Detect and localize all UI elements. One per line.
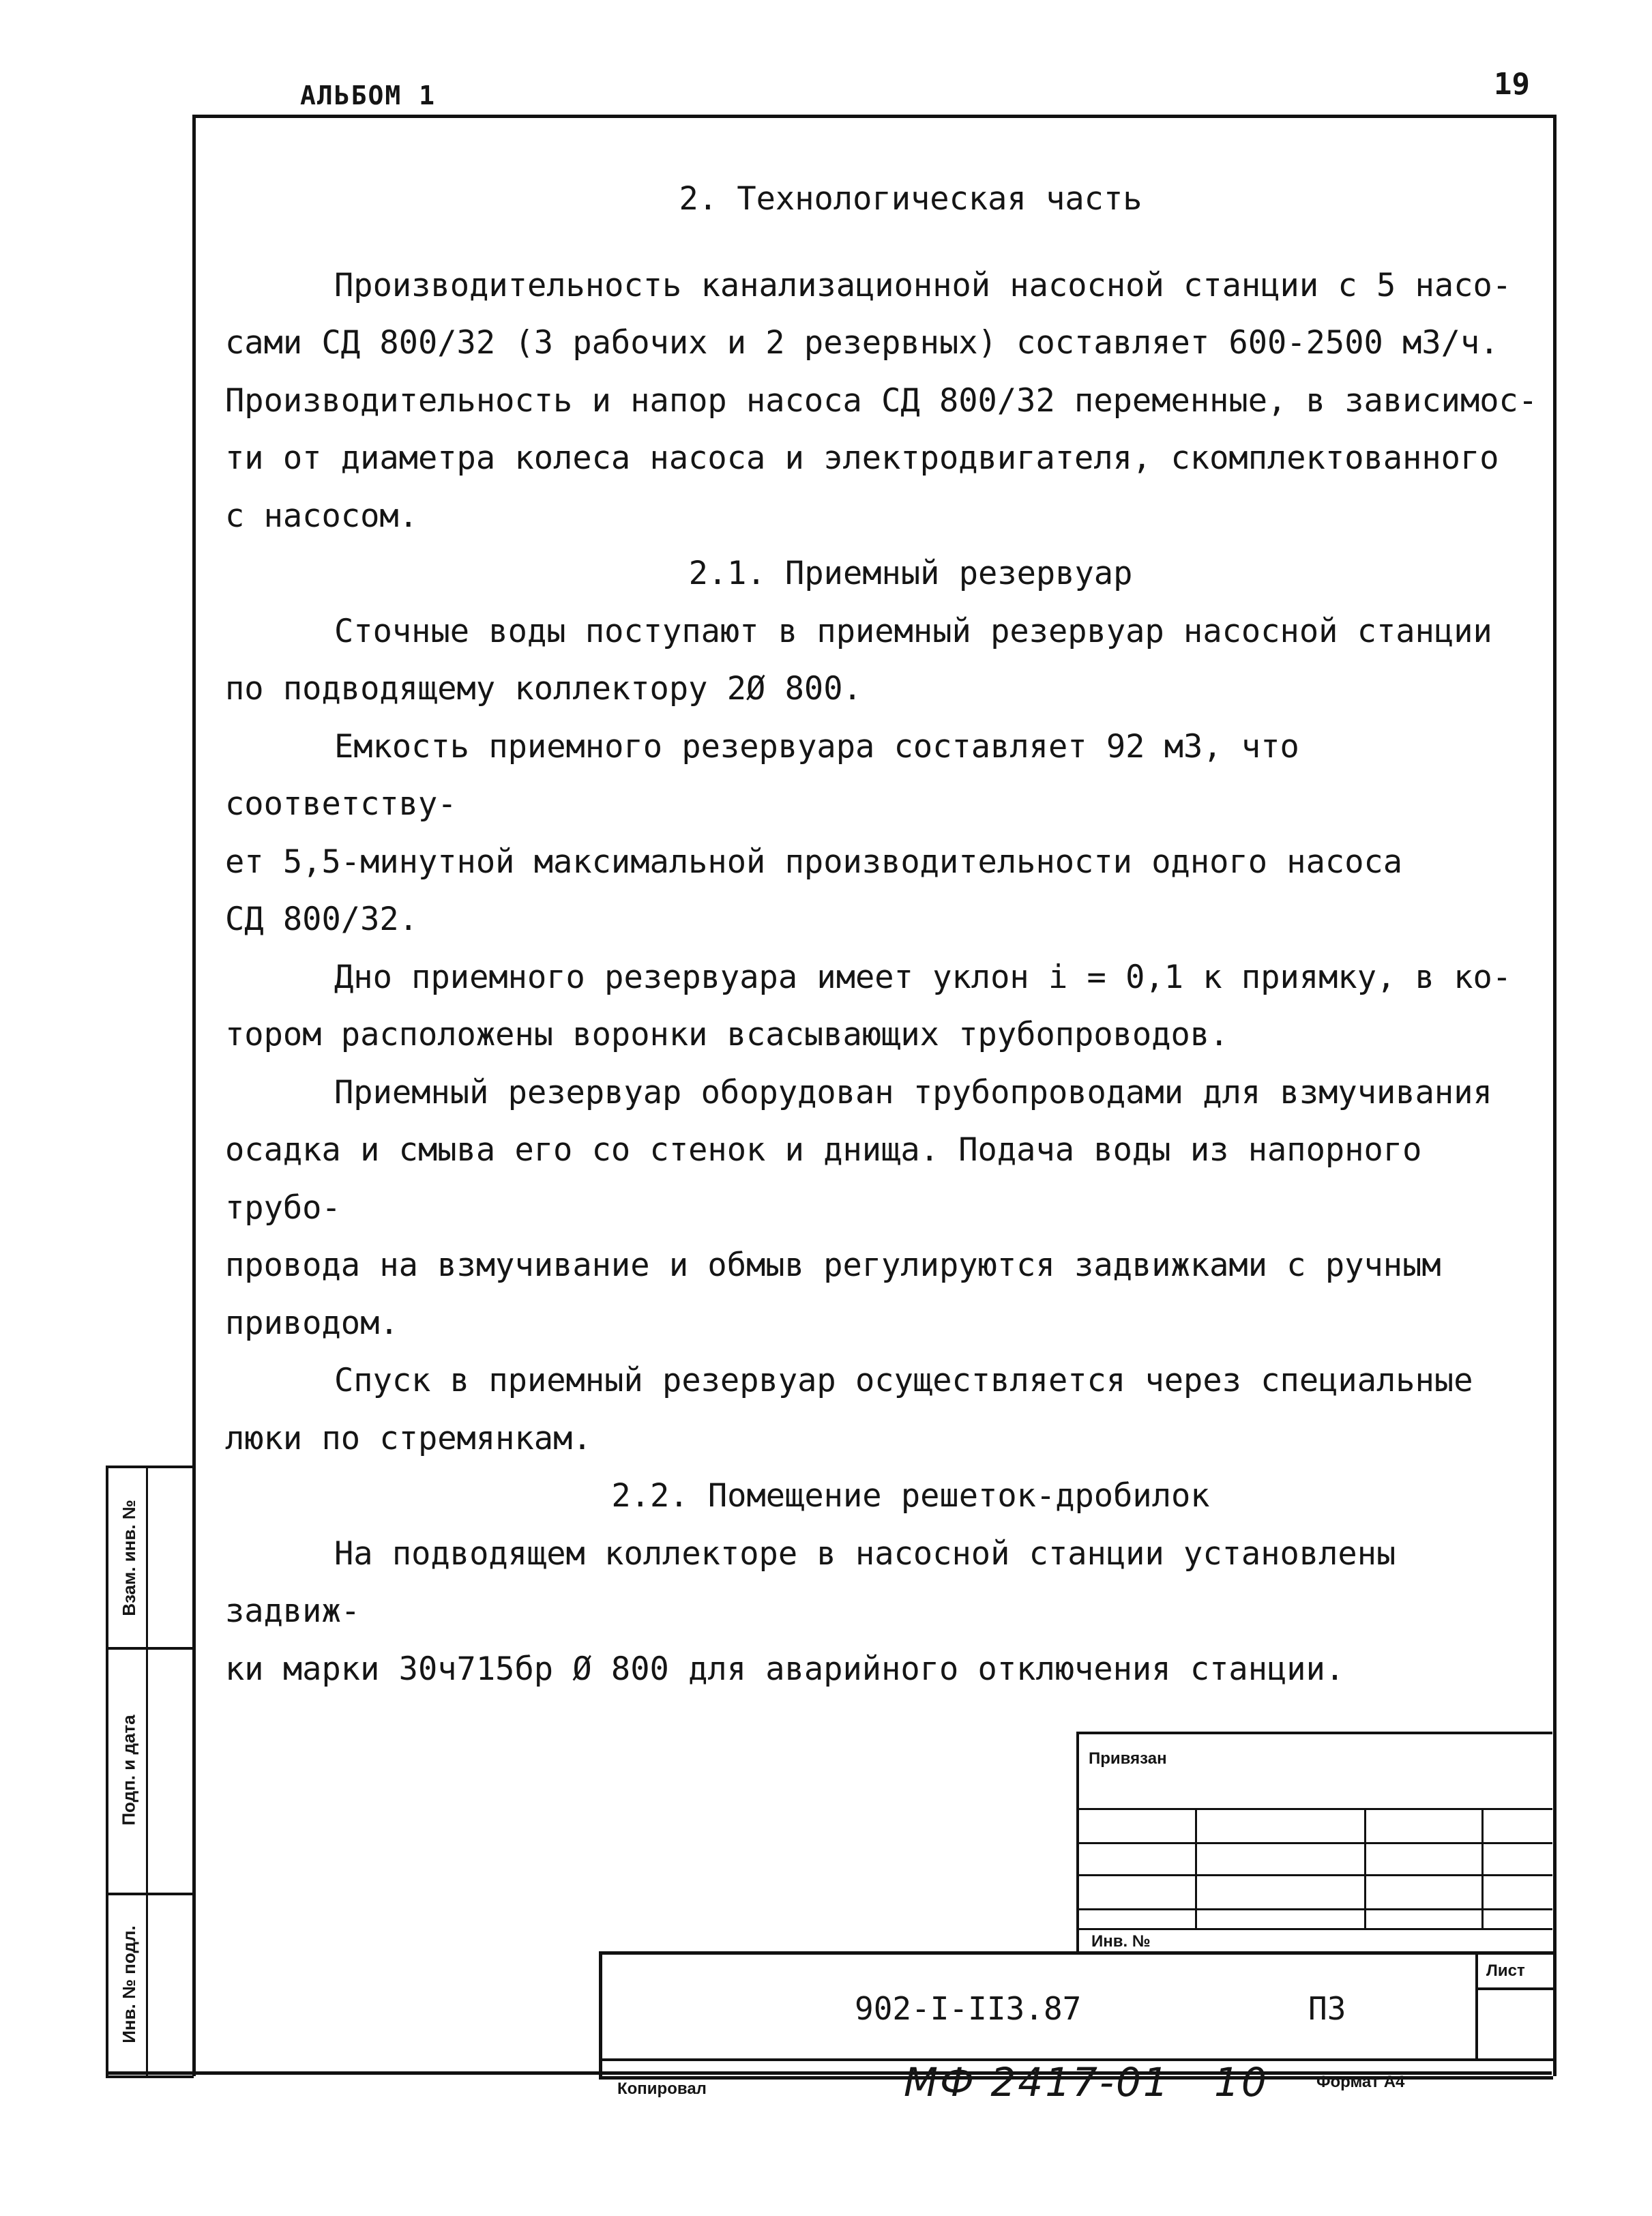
paragraph-line: люки по стремянкам. [225, 1419, 592, 1457]
paragraph-line: по подводящему коллектору 2Ø 800. [225, 670, 862, 708]
paragraph-line: сами СД 800/32 (3 рабочих и 2 резервных) составляет 600-2500 м3/ч. [225, 324, 1499, 362]
sheet-label: Лист [1486, 1962, 1525, 1980]
document-type: ПЗ [1308, 1990, 1346, 2027]
paragraph-line: Сточные воды поступают в приемный резервуар насосной станции [334, 612, 1492, 650]
page-number: 19 [1494, 67, 1530, 102]
inv-no-label: Инв. № [1091, 1932, 1151, 1951]
format-label: Формат А4 [1316, 2073, 1405, 2091]
handwritten-sheet: 10 [1214, 2059, 1269, 2105]
handwritten-number: МФ 2417-01 [904, 2059, 1170, 2105]
stamp-strip [106, 1466, 194, 2078]
document-body [225, 171, 1542, 1698]
subsection-heading: 2.2. Помещение решеток-дробилок [611, 1477, 1210, 1515]
paragraph-line: Производительность канализационной насосной станции с 5 насо- [334, 266, 1512, 304]
paragraph-line: Дно приемного резервуара имеет уклон i = 0,1 к приямку, в ко- [334, 958, 1512, 996]
paragraph-line: приводом. [225, 1304, 399, 1342]
paragraph-line: СД 800/32. [225, 901, 418, 938]
stamp-label: Взам. инв. № [118, 1499, 139, 1616]
subsection-heading: 2.1. Приемный резервуар [688, 555, 1133, 592]
paragraph-line: осадка и смыва его со стенок и днища. Подача воды из напорного трубо- [225, 1131, 1422, 1227]
paragraph-line: провода на взмучивание и обмыв регулируются задвижками с ручным [225, 1246, 1441, 1284]
paragraph-line: Приемный резервуар оборудован трубопроводами для взмучивания [334, 1073, 1492, 1111]
album-label: АЛЬБОМ 1 [300, 81, 437, 111]
copied-label: Копировал [617, 2080, 707, 2098]
paragraph-line: Спуск в приемный резервуар осуществляется через специальные [334, 1362, 1473, 1399]
stamp-label: Инв. № подл. [118, 1925, 139, 2043]
paragraph-line: Емкость приемного резервуара составляет 92 м3, что соответству- [225, 727, 1299, 823]
privyazan-label: Привязан [1089, 1749, 1167, 1768]
paragraph-line: ки марки 30ч715бр Ø 800 для аварийного отключения станции. [225, 1650, 1345, 1688]
title-block [1076, 1732, 1552, 1954]
document-code: 902-I-II3.87 [855, 1990, 1082, 2027]
paragraph-line: ти от диаметра колеса насоса и электродвигателя, скомплектованного [225, 439, 1499, 477]
paragraph-line: тором расположены воронки всасывающих трубопроводов. [225, 1016, 1229, 1053]
paragraph-line: с насосом. [225, 497, 418, 535]
paragraph-line: Производительность и напор насоса СД 800/32 переменные, в зависимос- [225, 381, 1538, 420]
section-heading: 2. Технологическая часть [679, 180, 1142, 218]
paragraph-line: ет 5,5-минутной максимальной производительности одного насоса [225, 843, 1403, 881]
stamp-label: Подп. и дата [118, 1714, 139, 1826]
paragraph-line: На подводящем коллекторе в насосной станции установлены задвиж- [225, 1534, 1396, 1630]
